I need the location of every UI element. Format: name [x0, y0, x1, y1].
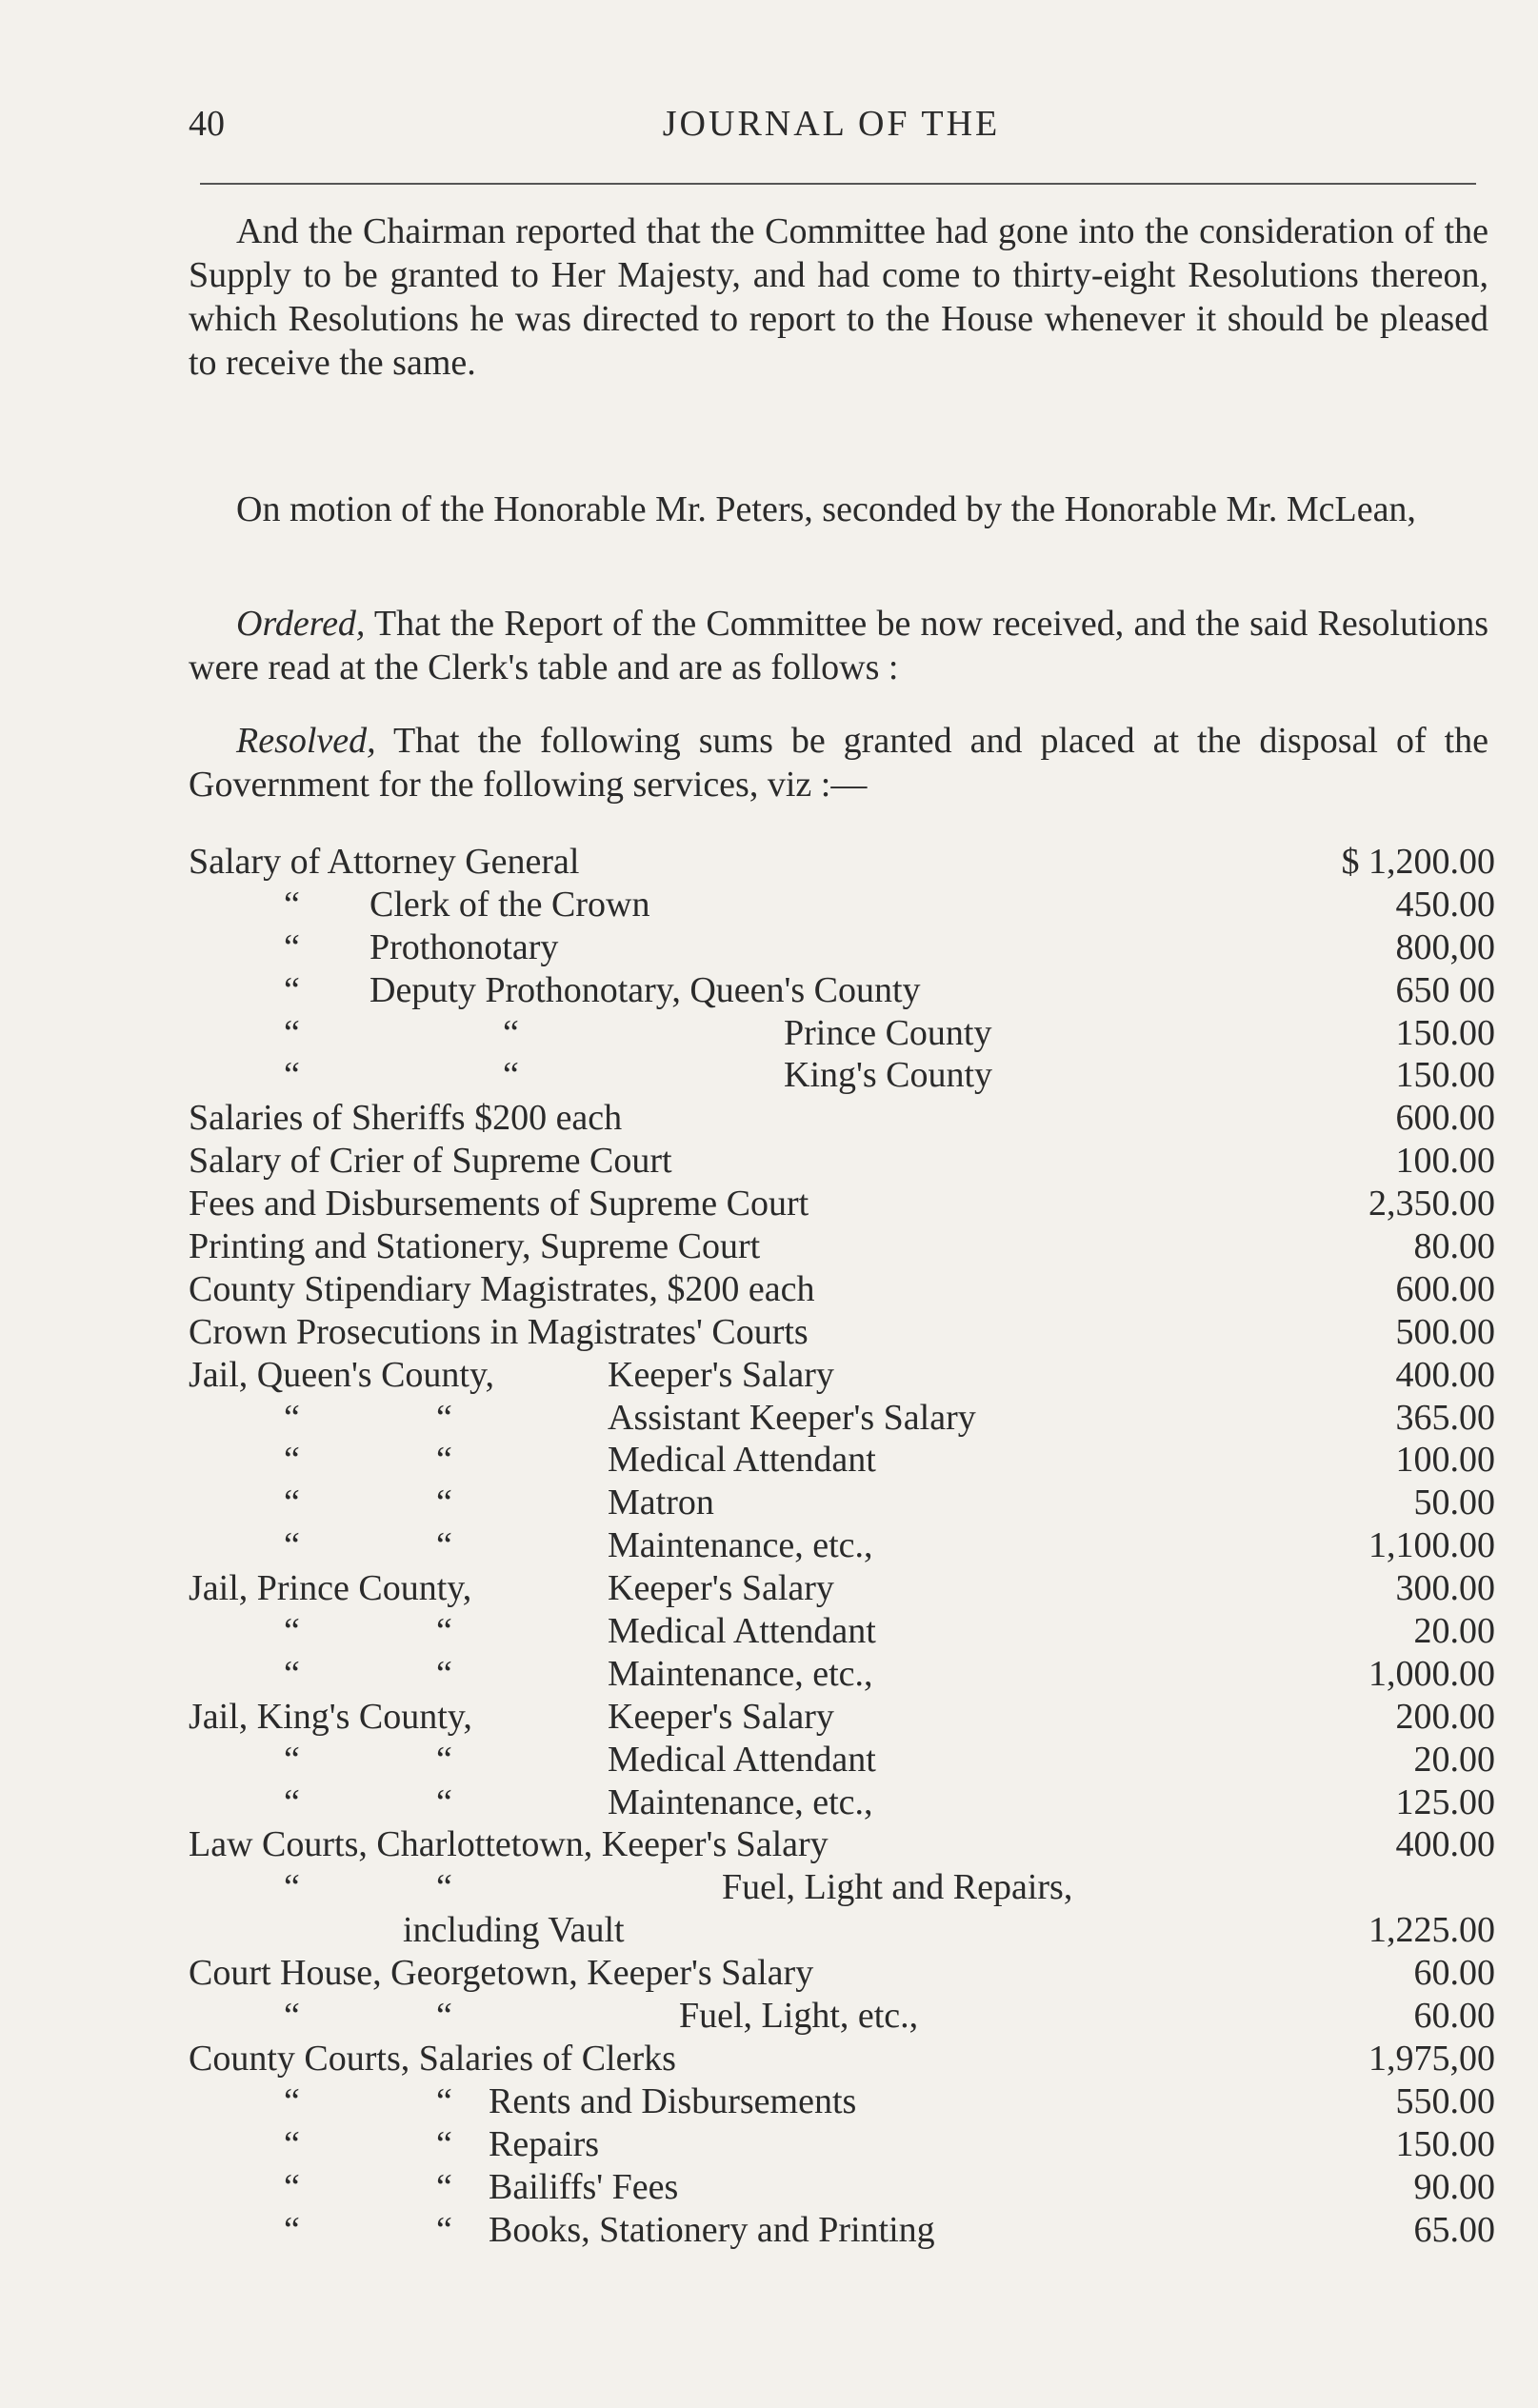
ditto-mark: “: [284, 1012, 302, 1053]
ledger-item-text: Clerk of the Crown: [370, 884, 650, 925]
ledger-item-text: Jail, Queen's County,: [189, 1354, 495, 1395]
ordered-lead: Ordered,: [236, 604, 366, 644]
ditto-mark: “: [284, 2166, 302, 2207]
ledger-row: [189, 2080, 1495, 2123]
ditto-mark: “: [284, 884, 302, 925]
ledger-row: [189, 1909, 1495, 1952]
ledger-item-text: Maintenance, etc.,: [608, 1653, 873, 1694]
ledger-item-text: County Stipendiary Magistrates, $200 each: [189, 1268, 815, 1309]
ledger-amount: 60.00: [1413, 1996, 1495, 2037]
ledger-amount: 65.00: [1413, 2209, 1495, 2250]
ledger-amount: 300.00: [1395, 1568, 1495, 1609]
ditto-mark: “: [284, 1483, 302, 1523]
ledger-item-text: Medical Attendant: [608, 1739, 876, 1780]
header-rule: [200, 183, 1476, 185]
ledger-amount: 150.00: [1395, 1055, 1495, 1096]
ledger-item-text: Maintenance, etc.,: [608, 1781, 873, 1822]
ledger-item-text: Printing and Stationery, Supreme Court: [189, 1226, 761, 1267]
ledger-item-text: Fuel, Light, etc.,: [679, 1996, 919, 2037]
ledger-amount: 50.00: [1413, 1483, 1495, 1523]
paragraph-resolved: [189, 719, 1488, 806]
ledger-row: [189, 1225, 1495, 1268]
ledger-item-text: Salary of Crier of Supreme Court: [189, 1141, 672, 1182]
ditto-mark: “: [284, 969, 302, 1010]
ledger-row: [189, 1952, 1495, 1995]
ditto-mark: “: [436, 2209, 454, 2250]
ditto-mark: “: [436, 1611, 454, 1652]
ledger-item-text: Jail, Prince County,: [189, 1568, 472, 1609]
ledger-amount: 600.00: [1395, 1268, 1495, 1309]
ledger-row: [189, 1866, 1495, 1909]
ledger-amount: 365.00: [1395, 1397, 1495, 1438]
paragraph-text: And the Chairman reported that the Committee had gone into the consideration of the Supply to be granted to Her Majesty, and had come to thirty-eight Resolutions thereon, which Resolutions he was directed to report to the House whenever it should be pleased to receive the same.: [189, 211, 1488, 383]
ledger-row: [189, 2038, 1495, 2080]
ditto-mark: “: [284, 1440, 302, 1481]
ledger-amount: 2,350.00: [1368, 1184, 1495, 1224]
ledger-amount: 400.00: [1395, 1354, 1495, 1395]
ledger-item-text: Deputy Prothonotary, Queen's County: [370, 969, 921, 1010]
ditto-mark: “: [436, 1781, 454, 1822]
ledger-item-text: County Courts, Salaries of Clerks: [189, 2038, 676, 2079]
ditto-mark: “: [284, 1611, 302, 1652]
ledger-row: [189, 1995, 1495, 2038]
page-header: [189, 103, 1474, 150]
ledger-item-text: Salary of Attorney General: [189, 842, 580, 882]
ledger-amount: 1,975,00: [1368, 2038, 1495, 2079]
ledger-item-text: Matron: [608, 1483, 714, 1523]
paragraph-text: On motion of the Honorable Mr. Peters, seconded by the Honorable Mr. McLean,: [236, 489, 1416, 529]
ledger-item-text: Books, Stationery and Printing: [489, 2209, 935, 2250]
ditto-mark: “: [436, 1440, 454, 1481]
ledger-row: [189, 1311, 1495, 1354]
ledger-amount: 650 00: [1395, 969, 1495, 1010]
ditto-mark: “: [436, 1739, 454, 1780]
ledger-row: [189, 1439, 1495, 1482]
ledger-amount: 20.00: [1413, 1739, 1495, 1780]
ditto-mark: “: [436, 2166, 454, 2207]
ledger-item-text: Medical Attendant: [608, 1611, 876, 1652]
ditto-mark: “: [284, 2209, 302, 2250]
ledger-row: [189, 884, 1495, 926]
ledger-item-text: Crown Prosecutions in Magistrates' Courts: [189, 1311, 809, 1352]
ditto-mark: “: [436, 1483, 454, 1523]
ledger-item-text: Keeper's Salary: [608, 1568, 834, 1609]
ledger-row: [189, 1097, 1495, 1140]
ditto-mark: “: [436, 1397, 454, 1438]
ledger-row: [189, 1354, 1495, 1397]
ledger-item-text: Keeper's Salary: [608, 1354, 834, 1395]
ledger-row: [189, 1610, 1495, 1653]
ledger-amount: 80.00: [1413, 1226, 1495, 1267]
ledger-item-text: Fuel, Light and Repairs,: [722, 1867, 1073, 1908]
ditto-mark: “: [284, 1867, 302, 1908]
ditto-mark: “: [436, 2123, 454, 2164]
ledger-row: [189, 1653, 1495, 1696]
ledger-amount: 550.00: [1395, 2080, 1495, 2121]
ledger-amount: 450.00: [1395, 884, 1495, 925]
resolved-lead: Resolved,: [236, 721, 376, 761]
ledger-amount: 400.00: [1395, 1824, 1495, 1865]
ledger-item-text: Court House, Georgetown, Keeper's Salary: [189, 1953, 814, 1994]
ledger-amount: 125.00: [1395, 1781, 1495, 1822]
ledger-row: [189, 2166, 1495, 2209]
ledger-item-text: Assistant Keeper's Salary: [608, 1397, 976, 1438]
ditto-mark: “: [503, 1055, 521, 1096]
ditto-mark: “: [436, 1653, 454, 1694]
ditto-mark: “: [284, 926, 302, 967]
ledger-amount: 150.00: [1395, 2123, 1495, 2164]
ditto-mark: “: [436, 1525, 454, 1566]
ditto-mark: “: [284, 2123, 302, 2164]
ledger-row: [189, 1140, 1495, 1183]
ledger-item-text: Salaries of Sheriffs $200 each: [189, 1098, 623, 1139]
ledger-row: [189, 1268, 1495, 1311]
ledger-row: [189, 1696, 1495, 1739]
ditto-mark: “: [284, 1055, 302, 1096]
ditto-mark: “: [436, 2080, 454, 2121]
ditto-mark: “: [284, 1525, 302, 1566]
ledger-item-text: including Vault: [403, 1910, 625, 1951]
running-head: JOURNAL OF THE: [662, 104, 1001, 144]
ledger-row: [189, 2123, 1495, 2166]
paragraph-ordered: [189, 602, 1488, 689]
ledger-amount: 200.00: [1395, 1696, 1495, 1737]
ledger-item-text: Law Courts, Charlottetown, Keeper's Salary: [189, 1824, 829, 1865]
ledger-row: [189, 969, 1495, 1012]
ledger-row: [189, 1739, 1495, 1781]
supply-ledger: [189, 841, 1495, 2251]
ledger-amount: 60.00: [1413, 1953, 1495, 1994]
ledger-row: [189, 1183, 1495, 1225]
ledger-item-text: Prothonotary: [370, 926, 559, 967]
ledger-row: [189, 1054, 1495, 1097]
ditto-mark: “: [284, 1397, 302, 1438]
ditto-mark: “: [436, 1867, 454, 1908]
ledger-row: [189, 1781, 1495, 1824]
paragraph-chairman-report: [189, 209, 1488, 385]
ledger-amount: 1,225.00: [1368, 1910, 1495, 1951]
ledger-amount: 90.00: [1413, 2166, 1495, 2207]
ditto-mark: “: [284, 1996, 302, 2037]
ledger-item-text: Rents and Disbursements: [489, 2080, 857, 2121]
ledger-amount: 1,100.00: [1368, 1525, 1495, 1566]
ditto-mark: “: [436, 1996, 454, 2037]
ledger-row: [189, 1397, 1495, 1440]
ledger-row: [189, 926, 1495, 969]
ledger-row: [189, 1482, 1495, 1524]
ledger-row: [189, 1012, 1495, 1055]
paragraph-text: That the Report of the Committee be now received, and the said Resolutions were read at the Clerk's table and are as follows :: [189, 604, 1488, 687]
ledger-item-text: Repairs: [489, 2123, 600, 2164]
ledger-row: [189, 1823, 1495, 1866]
ledger-amount: 150.00: [1395, 1012, 1495, 1053]
ledger-item-text: Prince County: [784, 1012, 992, 1053]
ledger-item-text: Fees and Disbursements of Supreme Court: [189, 1184, 809, 1224]
ledger-amount: 20.00: [1413, 1611, 1495, 1652]
ditto-mark: “: [503, 1012, 521, 1053]
ledger-item-text: King's County: [784, 1055, 993, 1096]
ledger-amount: 800,00: [1395, 926, 1495, 967]
ledger-amount: 500.00: [1395, 1311, 1495, 1352]
ledger-item-text: Keeper's Salary: [608, 1696, 834, 1737]
ledger-item-text: Jail, King's County,: [189, 1696, 472, 1737]
ledger-item-text: Maintenance, etc.,: [608, 1525, 873, 1566]
ledger-row: [189, 841, 1495, 884]
ledger-row: [189, 1524, 1495, 1567]
paragraph-text: That the following sums be granted and placed at the disposal of the Government for the following services, viz :—: [189, 721, 1488, 805]
ledger-amount: $ 1,200.00: [1341, 842, 1495, 882]
ditto-mark: “: [284, 1781, 302, 1822]
ledger-item-text: Bailiffs' Fees: [489, 2166, 679, 2207]
ledger-amount: 1,000.00: [1368, 1653, 1495, 1694]
paragraph-motion: [189, 488, 1488, 531]
ledger-amount: 100.00: [1395, 1141, 1495, 1182]
ditto-mark: “: [284, 2080, 302, 2121]
page-number: 40: [189, 104, 225, 144]
ledger-item-text: Medical Attendant: [608, 1440, 876, 1481]
ditto-mark: “: [284, 1739, 302, 1780]
ledger-amount: 100.00: [1395, 1440, 1495, 1481]
ledger-row: [189, 2209, 1495, 2252]
ledger-row: [189, 1567, 1495, 1610]
ditto-mark: “: [284, 1653, 302, 1694]
ledger-amount: 600.00: [1395, 1098, 1495, 1139]
